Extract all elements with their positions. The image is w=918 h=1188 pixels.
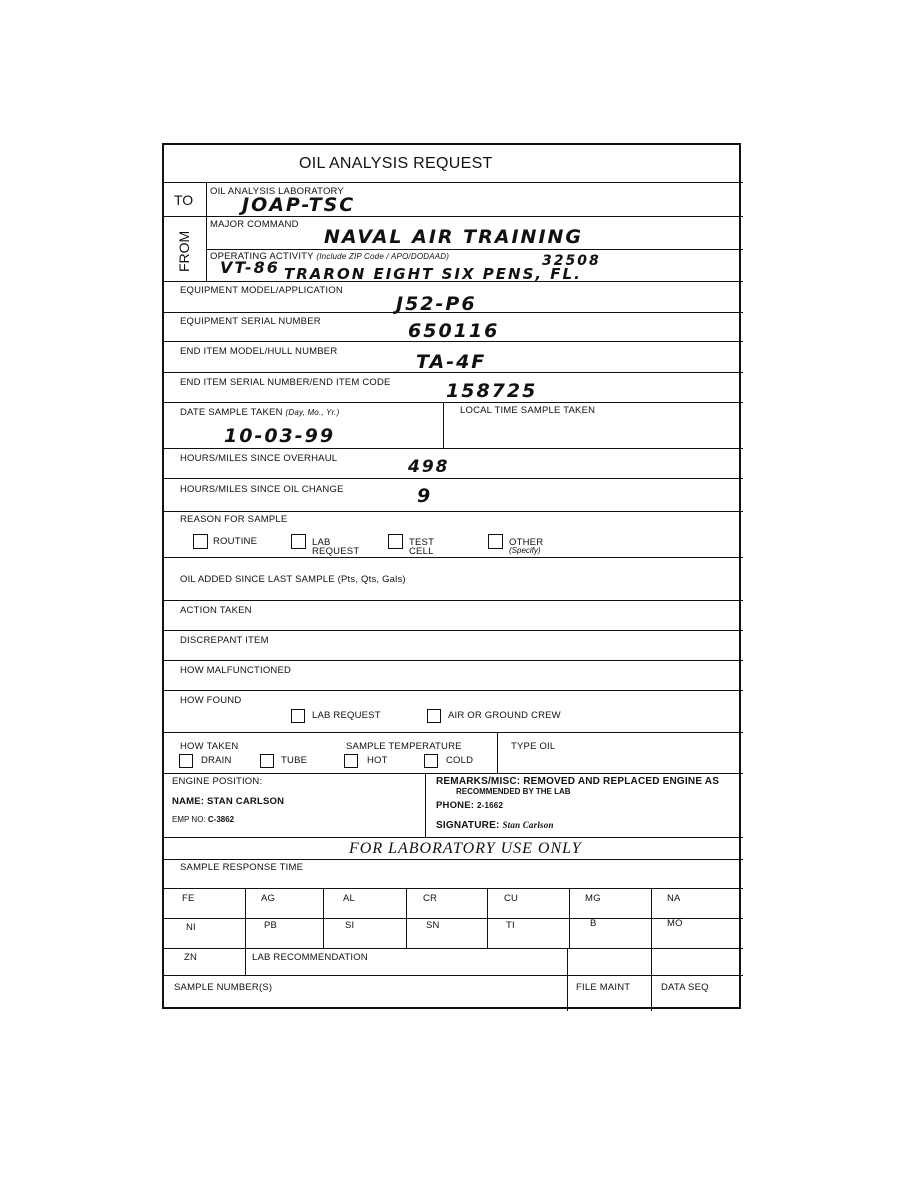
element-na: NA	[667, 893, 681, 904]
equipment-model-value[interactable]: J52-P6	[396, 293, 477, 315]
lab-value[interactable]: JOAP-TSC	[242, 194, 356, 216]
element-al: AL	[343, 893, 356, 904]
emp-number: EMP NO: C-3862	[172, 815, 235, 824]
sample-response-label: SAMPLE RESPONSE TIME	[180, 862, 304, 873]
to-label: TO	[174, 192, 194, 208]
operating-activity-code[interactable]: VT-86	[220, 258, 280, 277]
lab-request-checkbox[interactable]	[291, 534, 306, 549]
operating-activity-label: OPERATING ACTIVITY (Include ZIP Code / APO/DODAAD)	[210, 251, 450, 262]
form-title: OIL ANALYSIS REQUEST	[299, 155, 493, 172]
element-mo: MO	[667, 918, 683, 929]
cold-label: COLD	[446, 755, 474, 766]
lab-label-1: LAB	[312, 537, 331, 548]
remarks-value-2: RECOMMENDED BY THE LAB	[456, 787, 571, 796]
how-found-lab-label: LAB REQUEST	[312, 710, 381, 721]
hours-oil-change-value[interactable]: 9	[417, 485, 433, 507]
action-taken-label: ACTION TAKEN	[180, 605, 252, 616]
discrepant-item-label: DISCREPANT ITEM	[180, 635, 269, 646]
end-item-serial-label: END ITEM SERIAL NUMBER/END ITEM CODE	[180, 377, 391, 388]
name-line: NAME: STAN CARLSON	[172, 796, 285, 807]
sample-temp-label: SAMPLE TEMPERATURE	[346, 741, 462, 752]
date-taken-value[interactable]: 10-03-99	[224, 425, 336, 447]
element-cu: CU	[504, 893, 519, 904]
tube-label: TUBE	[281, 755, 308, 766]
data-seq-label: DATA SEQ	[661, 982, 709, 993]
hot-label: HOT	[367, 755, 388, 766]
element-si: SI	[345, 920, 355, 931]
element-zn: ZN	[184, 952, 198, 963]
test-label-2: CELL	[409, 546, 434, 557]
how-found-label: HOW FOUND	[180, 695, 242, 706]
operating-activity-zip[interactable]: 32508	[542, 253, 601, 269]
element-mg: MG	[585, 893, 601, 904]
other-label-2: (Specify)	[509, 546, 541, 555]
end-item-model-value[interactable]: TA-4F	[416, 351, 487, 373]
how-malfunctioned-label: HOW MALFUNCTIONED	[180, 665, 292, 676]
test-label-1: TEST	[409, 537, 435, 548]
equipment-serial-value[interactable]: 650116	[408, 320, 500, 342]
type-oil-label: TYPE OIL	[511, 741, 556, 752]
engine-position-label: ENGINE POSITION:	[172, 776, 263, 787]
lab-label-2: REQUEST	[312, 546, 360, 557]
local-time-label: LOCAL TIME SAMPLE TAKEN	[460, 405, 596, 416]
signature-line: SIGNATURE: Stan Carlson	[436, 820, 554, 831]
other-checkbox[interactable]	[488, 534, 503, 549]
element-ag: AG	[261, 893, 276, 904]
element-ti: TI	[506, 920, 515, 931]
element-b: B	[590, 918, 597, 929]
element-ni: NI	[186, 922, 196, 933]
how-found-crew-label: AIR OR GROUND CREW	[448, 710, 561, 721]
lab-recommendation-label: LAB RECOMMENDATION	[252, 952, 368, 963]
other-label-1: OTHER	[509, 537, 544, 548]
how-found-lab-checkbox[interactable]	[291, 709, 305, 723]
reason-label: REASON FOR SAMPLE	[180, 514, 288, 525]
lab-label: OIL ANALYSIS LABORATORY	[210, 186, 344, 197]
element-fe: FE	[182, 893, 195, 904]
oil-analysis-request-form	[162, 143, 741, 1009]
cold-checkbox[interactable]	[424, 754, 438, 768]
equipment-serial-label: EQUIPMENT SERIAL NUMBER	[180, 316, 321, 327]
tube-checkbox[interactable]	[260, 754, 274, 768]
file-maint-label: FILE MAINT	[576, 982, 631, 993]
oil-added-label: OIL ADDED SINCE LAST SAMPLE (Pts, Qts, Gals)	[180, 574, 406, 585]
sample-numbers-label: SAMPLE NUMBER(S)	[174, 982, 273, 993]
test-cell-checkbox[interactable]	[388, 534, 403, 549]
major-command-value[interactable]: NAVAL AIR TRAINING	[324, 226, 584, 248]
phone-line: PHONE: 2-1662	[436, 800, 504, 811]
hours-overhaul-value[interactable]: 498	[408, 457, 450, 477]
drain-label: DRAIN	[201, 755, 232, 766]
equipment-model-label: EQUIPMENT MODEL/APPLICATION	[180, 285, 343, 296]
remarks-label: REMARKS/MISC: REMOVED AND REPLACED ENGINE AS	[436, 776, 720, 787]
operating-activity-value[interactable]: TRARON EIGHT SIX PENS, FL.	[284, 265, 582, 283]
hours-oil-change-label: HOURS/MILES SINCE OIL CHANGE	[180, 484, 344, 495]
hours-overhaul-label: HOURS/MILES SINCE OVERHAUL	[180, 453, 338, 464]
end-item-serial-value[interactable]: 158725	[446, 380, 538, 402]
from-label: FROM	[176, 230, 192, 272]
hot-checkbox[interactable]	[344, 754, 358, 768]
end-item-model-label: END ITEM MODEL/HULL NUMBER	[180, 346, 338, 357]
drain-checkbox[interactable]	[179, 754, 193, 768]
date-taken-label: DATE SAMPLE TAKEN (Day, Mo., Yr.)	[180, 407, 340, 418]
major-command-label: MAJOR COMMAND	[210, 219, 299, 230]
how-found-crew-checkbox[interactable]	[427, 709, 441, 723]
element-pb: PB	[264, 920, 278, 931]
element-sn: SN	[426, 920, 440, 931]
routine-label: ROUTINE	[213, 536, 258, 547]
routine-checkbox[interactable]	[193, 534, 208, 549]
element-cr: CR	[423, 893, 438, 904]
how-taken-label: HOW TAKEN	[180, 741, 239, 752]
lab-use-label: FOR LABORATORY USE ONLY	[349, 840, 582, 857]
